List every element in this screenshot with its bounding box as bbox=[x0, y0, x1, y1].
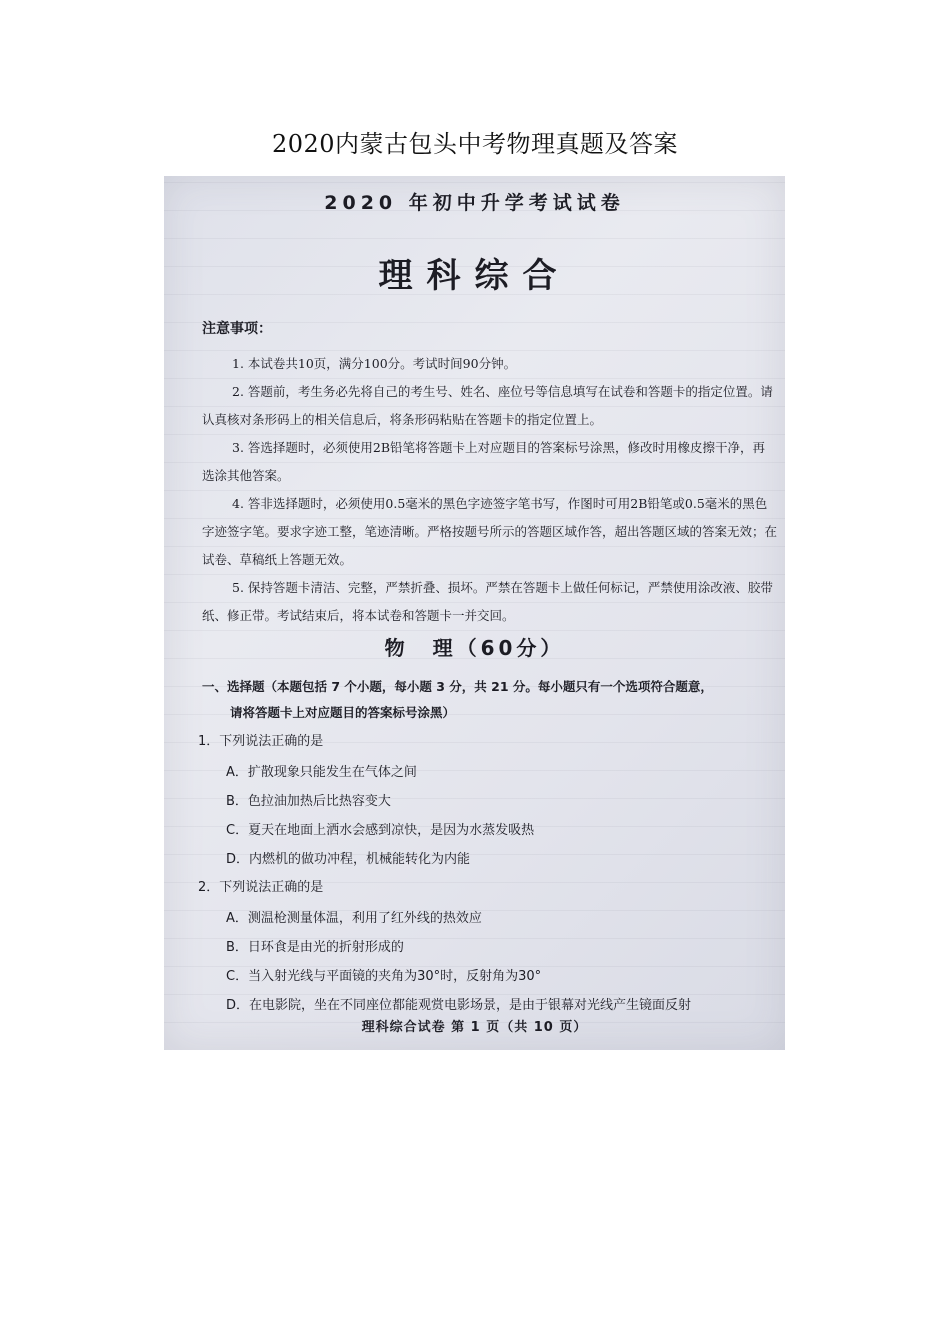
part-heading-line: 请将答题卡上对应题目的答案标号涂黑） bbox=[230, 705, 456, 720]
notice-heading: 注意事项： bbox=[202, 321, 272, 337]
question-stem: 1．下列说法正确的是 bbox=[198, 734, 324, 749]
part-heading bbox=[202, 674, 780, 726]
question-option: A．扩散现象只能发生在气体之间 bbox=[226, 765, 417, 780]
exam-page-content bbox=[164, 176, 785, 1050]
notice-item: 1. 本试卷共10页，满分100分。考试时间90分钟。 bbox=[232, 356, 517, 371]
document-title: 2020内蒙古包头中考物理真题及答案 bbox=[271, 130, 679, 158]
section-title: 物 理（60分） bbox=[384, 636, 565, 660]
notice-list bbox=[202, 350, 777, 630]
notice-item: 4. 答非选择题时，必须使用0.5毫米的黑色字迹签字笔书写，作图时可用2B铅笔或0.5毫米的黑色字迹签字笔。要求字迹工整，笔迹清晰。严格按题号所示的答题区域作答，超出答题区域的答案无效；在试卷、草稿纸上答题无效。 bbox=[202, 496, 778, 567]
question-stem: 2．下列说法正确的是 bbox=[198, 880, 324, 895]
page-footer: 理科综合试卷 第 1 页（共 10 页） bbox=[361, 1020, 588, 1035]
question-option: D．内燃机的做功冲程，机械能转化为内能 bbox=[226, 852, 471, 867]
notice-item: 3. 答选择题时，必须使用2B铅笔将答题卡上对应题目的答案标号涂黑，修改时用橡皮擦干净，再选涂其他答案。 bbox=[202, 440, 766, 483]
question-2 bbox=[198, 876, 778, 1020]
question-option: C．当入射光线与平面镜的夹角为30°时，反射角为30° bbox=[226, 969, 542, 984]
exam-page-photo bbox=[164, 176, 785, 1050]
question-option: B．色拉油加热后比热容变大 bbox=[226, 794, 391, 809]
exam-subject: 理科综合 bbox=[378, 256, 571, 296]
question-option: B．日环食是由光的折射形成的 bbox=[226, 940, 404, 955]
notice-item: 5. 保持答题卡清洁、完整，严禁折叠、损坏。严禁在答题卡上做任何标记，严禁使用涂改液、胶带纸、修正带。考试结束后，将本试卷和答题卡一并交回。 bbox=[202, 580, 773, 623]
question-option: C．夏天在地面上洒水会感到凉快，是因为水蒸发吸热 bbox=[226, 823, 535, 838]
exam-header: 2020 年初中升学考试试卷 bbox=[324, 192, 625, 214]
question-option: D．在电影院，坐在不同座位都能观赏电影场景，是由于银幕对光线产生镜面反射 bbox=[226, 998, 692, 1013]
question-option: A．测温枪测量体温，利用了红外线的热效应 bbox=[226, 911, 482, 926]
part-heading-line: 一、选择题（本题包括 7 个小题，每小题 3 分，共 21 分。每小题只有一个选项符合题意， bbox=[202, 679, 713, 694]
notice-item: 2. 答题前，考生务必先将自己的考生号、姓名、座位号等信息填写在试卷和答题卡的指定位置。请认真核对条形码上的相关信息后，将条形码粘贴在答题卡的指定位置上。 bbox=[202, 384, 773, 427]
question-1 bbox=[198, 730, 778, 874]
